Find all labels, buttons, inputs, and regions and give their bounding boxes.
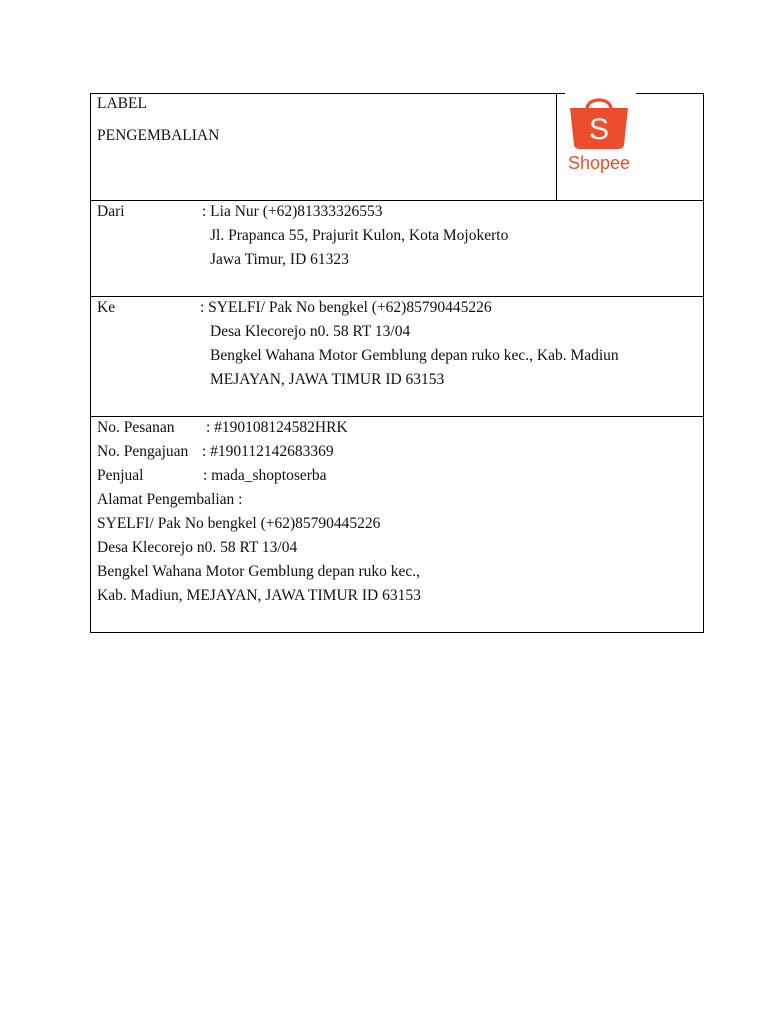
logo-cell-divider <box>556 93 557 201</box>
shopping-bag-icon <box>559 95 637 175</box>
to-line4: MEJAYAN, JAWA TIMUR ID 63153 <box>210 371 445 388</box>
order-number-value: : #190108124582HRK <box>206 419 348 436</box>
to-line2: Desa Klecorejo n0. 58 RT 13/04 <box>210 323 411 340</box>
logo-glyph: S <box>588 113 610 146</box>
seller-label: Penjual <box>97 467 144 484</box>
return-address-line2: Desa Klecorejo n0. 58 RT 13/04 <box>97 539 298 556</box>
row-divider-to <box>90 416 704 417</box>
row-divider-header <box>90 200 704 201</box>
to-line3: Bengkel Wahana Motor Gemblung depan ruko kec., Kab. Madiun <box>210 347 619 364</box>
seller-value: : mada_shoptoserba <box>203 467 327 484</box>
request-number-label: No. Pengajuan <box>97 443 189 460</box>
logo-wordmark: Shopee <box>567 153 631 173</box>
shopee-logo <box>559 95 637 175</box>
order-number-label: No. Pesanan <box>97 419 175 436</box>
from-label: Dari <box>97 203 125 220</box>
label-title-line2: PENGEMBALIAN <box>97 127 220 144</box>
request-number-value: : #190112142683369 <box>202 443 334 460</box>
to-line1: : SYELFI/ Pak No bengkel (+62)85790445226 <box>200 299 492 316</box>
return-address-line3: Bengkel Wahana Motor Gemblung depan ruko kec., <box>97 563 421 580</box>
from-line3: Jawa Timur, ID 61323 <box>210 251 349 268</box>
return-address-label: Alamat Pengembalian : <box>97 491 243 508</box>
label-title-line1: LABEL <box>97 95 147 112</box>
from-line2: Jl. Prapanca 55, Prajurit Kulon, Kota Mojokerto <box>210 227 509 244</box>
row-divider-from <box>90 296 704 297</box>
to-label: Ke <box>97 299 116 316</box>
return-address-line1: SYELFI/ Pak No bengkel (+62)85790445226 <box>97 515 381 532</box>
return-address-line4: Kab. Madiun, MEJAYAN, JAWA TIMUR ID 63153 <box>97 587 421 604</box>
from-line1: : Lia Nur (+62)81333326553 <box>202 203 383 220</box>
